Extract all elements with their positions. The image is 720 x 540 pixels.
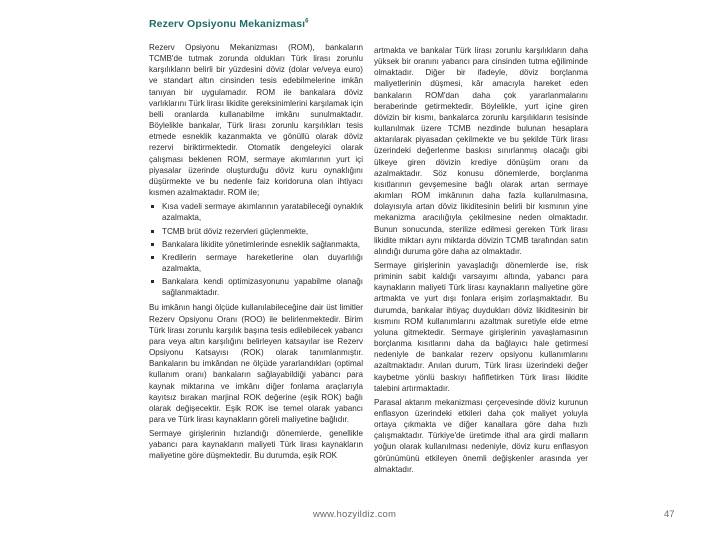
paragraph: Bu imkânın hangi ölçüde kullanılabileceğine dair üst limitler Rezerv Opsiyonu Oranı (ROO) ile belirlenmektedir. Birim Türk lirası zorunlu karşılık başına tesis edilebilecek yabancı para veya altın karşılığını belirleyen katsayılar ise Rezerv Opsiyonu Katsayısı (ROK) olarak tanımlanmıştır. Bankaların bu imkândan ne ölçüde yararlandıkları (optimal kullanım oranı) bankaların sağlayabildiği yabancı para kaynak miktarına ve imkânı diğer fonlama araçlarıyla kayıtsız bırakan marjinal ROK değerine (eşik ROK) bağlı olarak değişecektir. Eşik ROK ise temel olarak yabancı para ve Türk lirası kaynakların göreli maliyetine bağlıdır. [149, 303, 363, 424]
left-column [149, 42, 363, 465]
bullet-item: Kredilerin sermaye hareketlerine olan duyarlılığı azalmakta, [149, 252, 363, 274]
bullet-item: Kısa vadeli sermaye akımlarının yaratabileceği oynaklık azalmakta, [149, 201, 363, 223]
bullet-item: Bankalara likidite yönetimlerinde esneklik sağlanmakta, [149, 239, 363, 250]
document-page [149, 18, 587, 503]
paragraph: Sermaye girişlerinin yavaşladığı dönemlerde ise, risk priminin sabit kaldığı varsayımı altında, yabancı para kaynakların maliyeti Türk lirası kaynakların maliyetine göre artmakta ve yurt dışı fonlara erişim zorlaşmaktadır. Bu durumda, bankalar ihtiyaç duydukları döviz likiditesinin bir kısmını ROM kullanımlarını azaltmak suretiyle elde etme yoluna gitmektedir. Sermaye girişlerinin yavaşlamasının borçlanma kısıtlarını daha da bağlayıcı hale getirmesi nedeniyle de bankalar rezerv opsiyonu kullanımlarını azaltmaktadır. Anılan durum, Türk lirası üzerindeki değer kaybetme yönlü baskıyı hafifletirken Türk lirası likidite talebini artırmaktadır. [374, 260, 588, 393]
paragraph: artmakta ve bankalar Türk lirası zorunlu karşılıkların daha yüksek bir oranını yabancı para cinsinden tutma eğiliminde olmaktadır. Diğer bir ifadeyle, döviz borçlanma maliyetlerinin düşmesi, kâr amacıyla hareket eden bankaların ROM'dan daha çok yararlanmalarını beraberinde getirmektedir. Böylelikle, yurt içine giren dövizin bir kısmı, bankalarca zorunlu karşılıkların tesisinde kullanılmak üzere TCMB nezdinde bulunan hesaplara aktarılarak piyasadan çekilmekte ve bu şekilde Türk lirası üzerindeki değerlenme baskısı sınırlanmış olacağı gibi ülkeye giren dövizin krediye dönüşüm oranı da azalmaktadır. Söz konusu dönemlerde, borçlanma kısıtlarının gevşemesine bağlı olarak artan sermaye akımları ROM imkânının daha fazla kullanılmasına, dolayısıyla artan döviz likiditesinin belirli bir kısmının yine mekanizma aracılığıyla çekilmesine neden olmaktadır. Bunun sonucunda, sterilize edilmesi gereken Türk lirası likidite miktarı aynı miktarda dövizin TCMB tarafından satın alındığı duruma göre daha az olmaktadır. [374, 46, 588, 256]
bullet-item: Bankalara kendi optimizasyonunu yapabilme olanağı sağlanmaktadır. [149, 276, 363, 298]
right-column [374, 45, 588, 478]
footer-url: www.hozyildiz.com [313, 509, 397, 520]
paragraph: Rezerv Opsiyonu Mekanizması (ROM), bankaların TCMB'de tutmak zorunda oldukları Türk lirası zorunlu karşılıkların belirli bir yüzdesini döviz (dolar ve/veya euro) ve standart altın cinsinden tesis edebilmelerine imkân tanıyan bir uygulamadır. ROM ile bankalara döviz varlıklarını Türk lirası likidite gereksinimlerini karşılamak için belli oranlarda kullanabilme imkânı sunulmaktadır. Böylelikle bankalar, Türk lirası zorunlu karşılıkları tesis etmede esneklik kazanmakta ve gönüllü olarak döviz rezervi biriktirmektedir. Otomatik dengeleyici olarak çalışması beklenen ROM, sermaye akımlarının yurt içi piyasalar üzerinde oluşturduğu döviz kuru oynaklığını düşürmekte ve bu nedenle faiz koridoruna olan ihtiyacı kısmen azalmaktadır. ROM ile; [149, 43, 363, 198]
bullet-list [149, 201, 363, 298]
section-title [149, 18, 309, 30]
footnote-marker: 6 [305, 18, 309, 25]
bullet-item: TCMB brüt döviz rezervleri güçlenmekte, [149, 226, 363, 237]
page-number: 47 [664, 509, 675, 520]
paragraph: Sermaye girişlerinin hızlandığı dönemlerde, genellikle yabancı para kaynakların maliyeti Türk lirası kaynakların maliyetine göre düşmektedir. Bu durumda, eşik ROK [149, 429, 363, 461]
paragraph: Parasal aktarım mekanizması çerçevesinde döviz kurunun enflasyon üzerindeki etkileri daha çok maliyet yoluyla ortaya çıkmakta ve diğer kanallara göre daha hızlı çalışmaktadır. Türkiye'de üretimde ithal ara girdi malların yoğun olarak kullanılması nedeniyle, döviz kuru enflasyon görünümünü etkileyen önemli değişkenler arasında yer almaktadır. [374, 397, 588, 474]
section-title-text: Rezerv Opsiyonu Mekanizması [149, 18, 306, 30]
